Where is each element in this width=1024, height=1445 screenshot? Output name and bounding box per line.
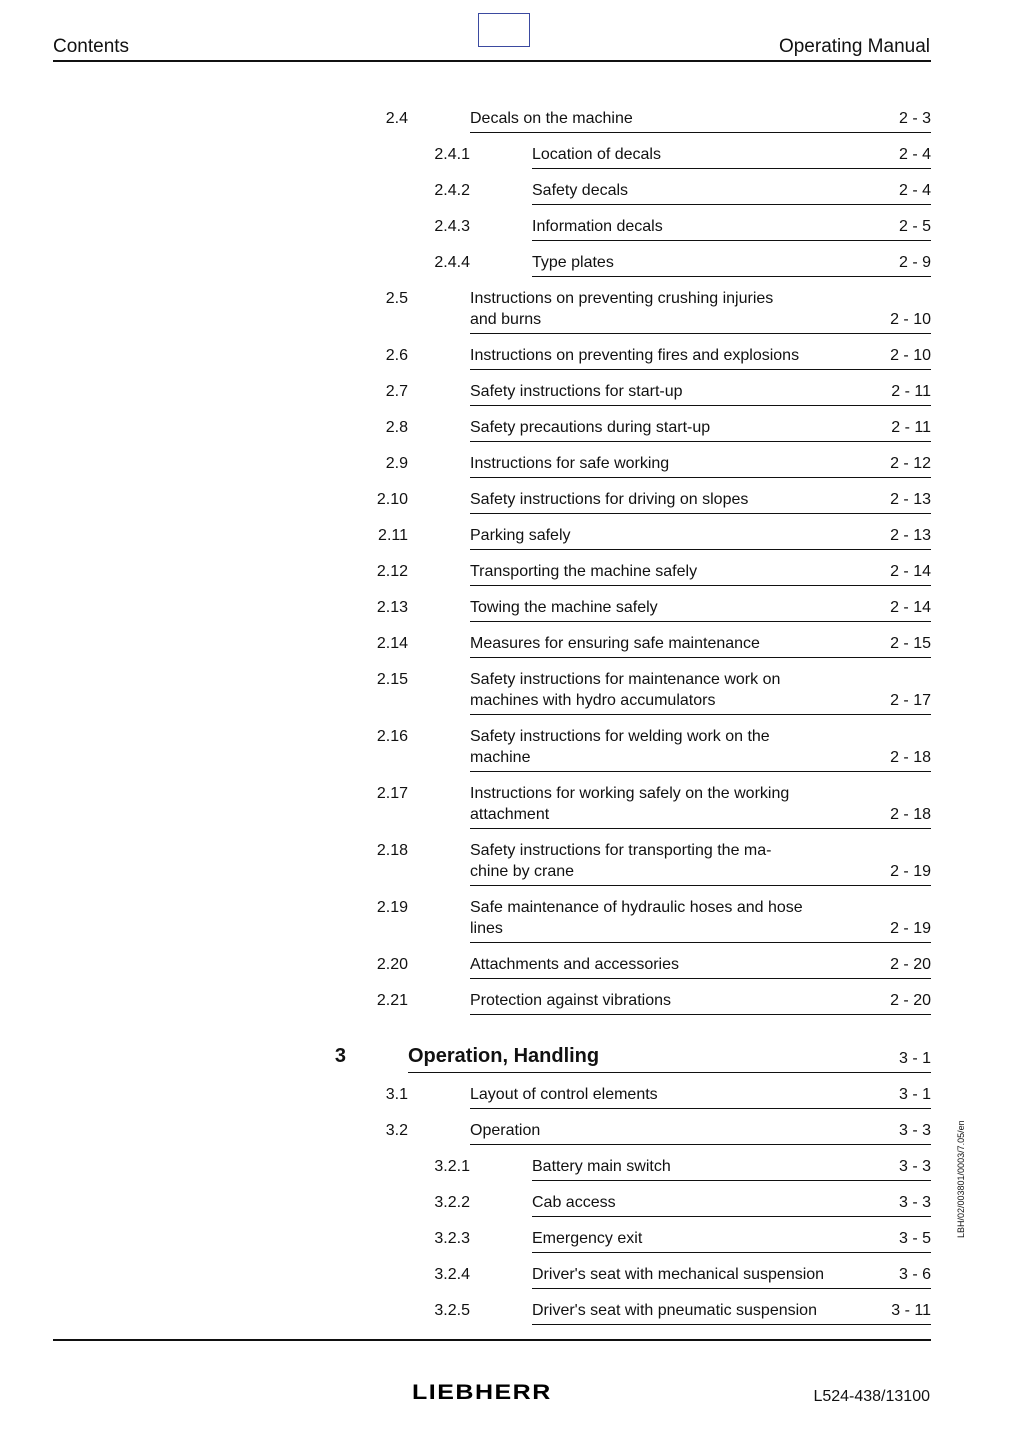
toc-entry [0, 252, 931, 279]
toc-underline [470, 132, 931, 133]
toc-title: Safe maintenance of hydraulic hoses and hose [470, 899, 803, 916]
toc-page-number: 2 - 10 [890, 311, 931, 328]
toc-title: Safety instructions for start-up [470, 383, 683, 400]
toc-page-number: 3 - 11 [891, 1302, 931, 1319]
toc-underline [470, 1144, 931, 1145]
toc-underline [470, 657, 931, 658]
toc-title: Parking safely [470, 527, 571, 544]
toc-page-number: 2 - 18 [890, 806, 931, 823]
toc-number: 2.19 [376, 899, 408, 916]
liebherr-logo: LIEBHERR [412, 1380, 552, 1405]
toc-page-number: 2 - 3 [898, 110, 931, 127]
toc-page-number: 2 - 9 [898, 254, 931, 271]
toc-underline [470, 369, 931, 370]
footer-rule [53, 1339, 931, 1341]
toc-page-number: 2 - 20 [890, 956, 931, 973]
toc-entry [0, 669, 931, 717]
toc-title: Operation, Handling [408, 1045, 600, 1067]
toc-title: Driver's seat with pneumatic suspension [532, 1302, 817, 1319]
toc-entry [0, 1228, 931, 1255]
toc-page-number: 2 - 5 [898, 218, 931, 235]
toc-title: Emergency exit [532, 1230, 643, 1247]
toc-underline [470, 1014, 931, 1015]
toc-title: Instructions on preventing crushing injuries [470, 290, 774, 307]
header-section-title: Contents [53, 36, 130, 57]
toc-underline [532, 240, 931, 241]
toc-underline [470, 477, 931, 478]
toc-number: 2.4 [385, 110, 408, 127]
toc-entry [0, 726, 931, 774]
toc-entry [0, 489, 931, 516]
toc-page-number: 2 - 13 [890, 491, 931, 508]
header-logo-box [478, 13, 530, 47]
toc-title: attachment [470, 806, 550, 823]
toc-page-number: 2 - 4 [898, 146, 931, 163]
toc-page-number: 2 - 19 [890, 863, 931, 880]
toc-title: chine by crane [470, 863, 575, 880]
toc-number: 2.7 [385, 383, 408, 400]
toc-number: 3 [334, 1045, 346, 1067]
toc-number: 3.1 [385, 1086, 408, 1103]
toc-number: 2.12 [376, 563, 408, 580]
toc-underline [470, 585, 931, 586]
toc-underline [470, 714, 931, 715]
toc-number: 2.14 [376, 635, 408, 652]
toc-page-number: 3 - 1 [898, 1086, 931, 1103]
toc-entry [0, 1264, 931, 1291]
toc-entry [0, 417, 931, 444]
toc-page-number: 2 - 20 [890, 992, 931, 1009]
toc-number: 2.5 [385, 290, 408, 307]
toc-entry [0, 345, 931, 372]
toc-underline [470, 513, 931, 514]
toc-title: machines with hydro accumulators [470, 692, 716, 709]
toc-title: Transporting the machine safely [470, 563, 698, 580]
toc-entry [0, 840, 931, 888]
toc-underline [532, 1252, 931, 1253]
toc-number: 2.13 [376, 599, 408, 616]
toc-title: Safety decals [532, 182, 629, 199]
toc-page-number: 2 - 14 [890, 599, 931, 616]
toc-underline [532, 1288, 931, 1289]
toc-page-number: 2 - 15 [890, 635, 931, 652]
toc-entry [0, 633, 931, 660]
toc-underline [470, 549, 931, 550]
toc-title: Safety precautions during start-up [470, 419, 711, 436]
toc-page-number: 2 - 4 [898, 182, 931, 199]
toc-entry [0, 108, 931, 135]
toc-entry [0, 954, 931, 981]
toc-number: 3.2.3 [434, 1230, 470, 1247]
toc-page-number: 3 - 6 [898, 1266, 931, 1283]
toc-entry [0, 525, 931, 552]
toc-title: Instructions on preventing fires and explosions [470, 347, 800, 364]
toc-title: Cab access [532, 1194, 616, 1211]
toc-underline [532, 276, 931, 277]
toc-entry [0, 1046, 931, 1073]
toc-entry [0, 1084, 931, 1111]
toc-underline [470, 1108, 931, 1109]
toc-underline [470, 333, 931, 334]
toc-entry [0, 990, 931, 1017]
toc-title: Instructions for safe working [470, 455, 670, 472]
toc-page-number: 2 - 12 [890, 455, 931, 472]
toc-title: Attachments and accessories [470, 956, 679, 973]
toc-number: 2.10 [376, 491, 408, 508]
toc-page-number: 2 - 17 [890, 692, 931, 709]
toc-number: 2.4.1 [434, 146, 470, 163]
toc-page-number: 2 - 11 [891, 419, 931, 436]
toc-page-number: 3 - 3 [898, 1122, 931, 1139]
toc-number: 3.2.1 [434, 1158, 470, 1175]
toc-number: 2.11 [378, 527, 408, 544]
toc-title: Safety instructions for transporting the ma- [470, 842, 772, 859]
toc-underline [532, 1216, 931, 1217]
toc-underline [532, 204, 931, 205]
toc-entry [0, 783, 931, 831]
toc-title: Decals on the machine [470, 110, 633, 127]
toc-underline [470, 441, 931, 442]
toc-page-number: 3 - 5 [898, 1230, 931, 1247]
toc-page-number: 2 - 13 [890, 527, 931, 544]
toc-title: lines [470, 920, 503, 937]
toc-title: Battery main switch [532, 1158, 671, 1175]
toc-entry [0, 144, 931, 171]
toc-underline [470, 405, 931, 406]
toc-page-number: 2 - 18 [890, 749, 931, 766]
toc-title: machine [470, 749, 531, 766]
toc-title: Driver's seat with mechanical suspension [532, 1266, 825, 1283]
toc-number: 2.6 [385, 347, 408, 364]
toc-title: Type plates [532, 254, 614, 271]
toc-entry [0, 180, 931, 207]
toc-page-number: 2 - 14 [890, 563, 931, 580]
toc-title: Location of decals [532, 146, 661, 163]
header-manual-title: Operating Manual [778, 36, 930, 57]
toc-title: Safety instructions for driving on slopes [470, 491, 749, 508]
toc-entry [0, 216, 931, 243]
toc-title: Towing the machine safely [470, 599, 658, 616]
toc-title: Safety instructions for maintenance work on [470, 671, 781, 688]
toc-page-number: 3 - 3 [898, 1158, 931, 1175]
toc-underline [470, 942, 931, 943]
toc-number: 2.4.3 [434, 218, 470, 235]
toc-page-number: 2 - 11 [891, 383, 931, 400]
toc-number: 3.2.2 [434, 1194, 470, 1211]
toc-underline [470, 621, 931, 622]
toc-number: 3.2.5 [434, 1302, 470, 1319]
toc-title: and burns [470, 311, 542, 328]
toc-entry [0, 561, 931, 588]
toc-number: 2.8 [385, 419, 408, 436]
toc-page-number: 3 - 3 [898, 1194, 931, 1211]
toc-entry [0, 1156, 931, 1183]
toc-underline [470, 978, 931, 979]
header-rule [53, 60, 931, 62]
toc-number: 2.16 [376, 728, 408, 745]
toc-underline [470, 828, 931, 829]
toc-number: 2.18 [376, 842, 408, 859]
toc-underline [532, 1180, 931, 1181]
toc-page-number: 2 - 19 [890, 920, 931, 937]
toc-page-number: 3 - 1 [898, 1050, 931, 1067]
toc-underline [408, 1072, 931, 1073]
toc-entry [0, 453, 931, 480]
toc-entry [0, 597, 931, 624]
toc-title: Measures for ensuring safe maintenance [470, 635, 760, 652]
toc-page-number: 2 - 10 [890, 347, 931, 364]
toc-title: Operation [470, 1122, 541, 1139]
toc-underline [532, 1324, 931, 1325]
toc-number: 2.21 [376, 992, 408, 1009]
toc-title: Instructions for working safely on the working [470, 785, 790, 802]
toc-title: Safety instructions for welding work on the [470, 728, 770, 745]
toc-underline [470, 771, 931, 772]
toc-number: 2.20 [376, 956, 408, 973]
toc-entry [0, 1120, 931, 1147]
toc-entry [0, 1192, 931, 1219]
side-document-code: LBH/02/003801/0003/7.05/en [956, 1120, 966, 1238]
toc-entry [0, 1300, 931, 1327]
toc-entry [0, 381, 931, 408]
toc-number: 2.17 [376, 785, 408, 802]
toc-underline [470, 885, 931, 886]
toc-number: 2.4.4 [434, 254, 470, 271]
toc-entry [0, 288, 931, 336]
toc-title: Protection against vibrations [470, 992, 671, 1009]
toc-number: 2.9 [385, 455, 408, 472]
toc-underline [532, 168, 931, 169]
toc-number: 2.4.2 [434, 182, 470, 199]
document-id: L524-438/13100 [813, 1388, 930, 1405]
toc-number: 3.2 [385, 1122, 408, 1139]
toc-number: 2.15 [376, 671, 408, 688]
toc-number: 3.2.4 [434, 1266, 470, 1283]
toc-title: Layout of control elements [470, 1086, 658, 1103]
toc-title: Information decals [532, 218, 663, 235]
toc-entry [0, 897, 931, 945]
